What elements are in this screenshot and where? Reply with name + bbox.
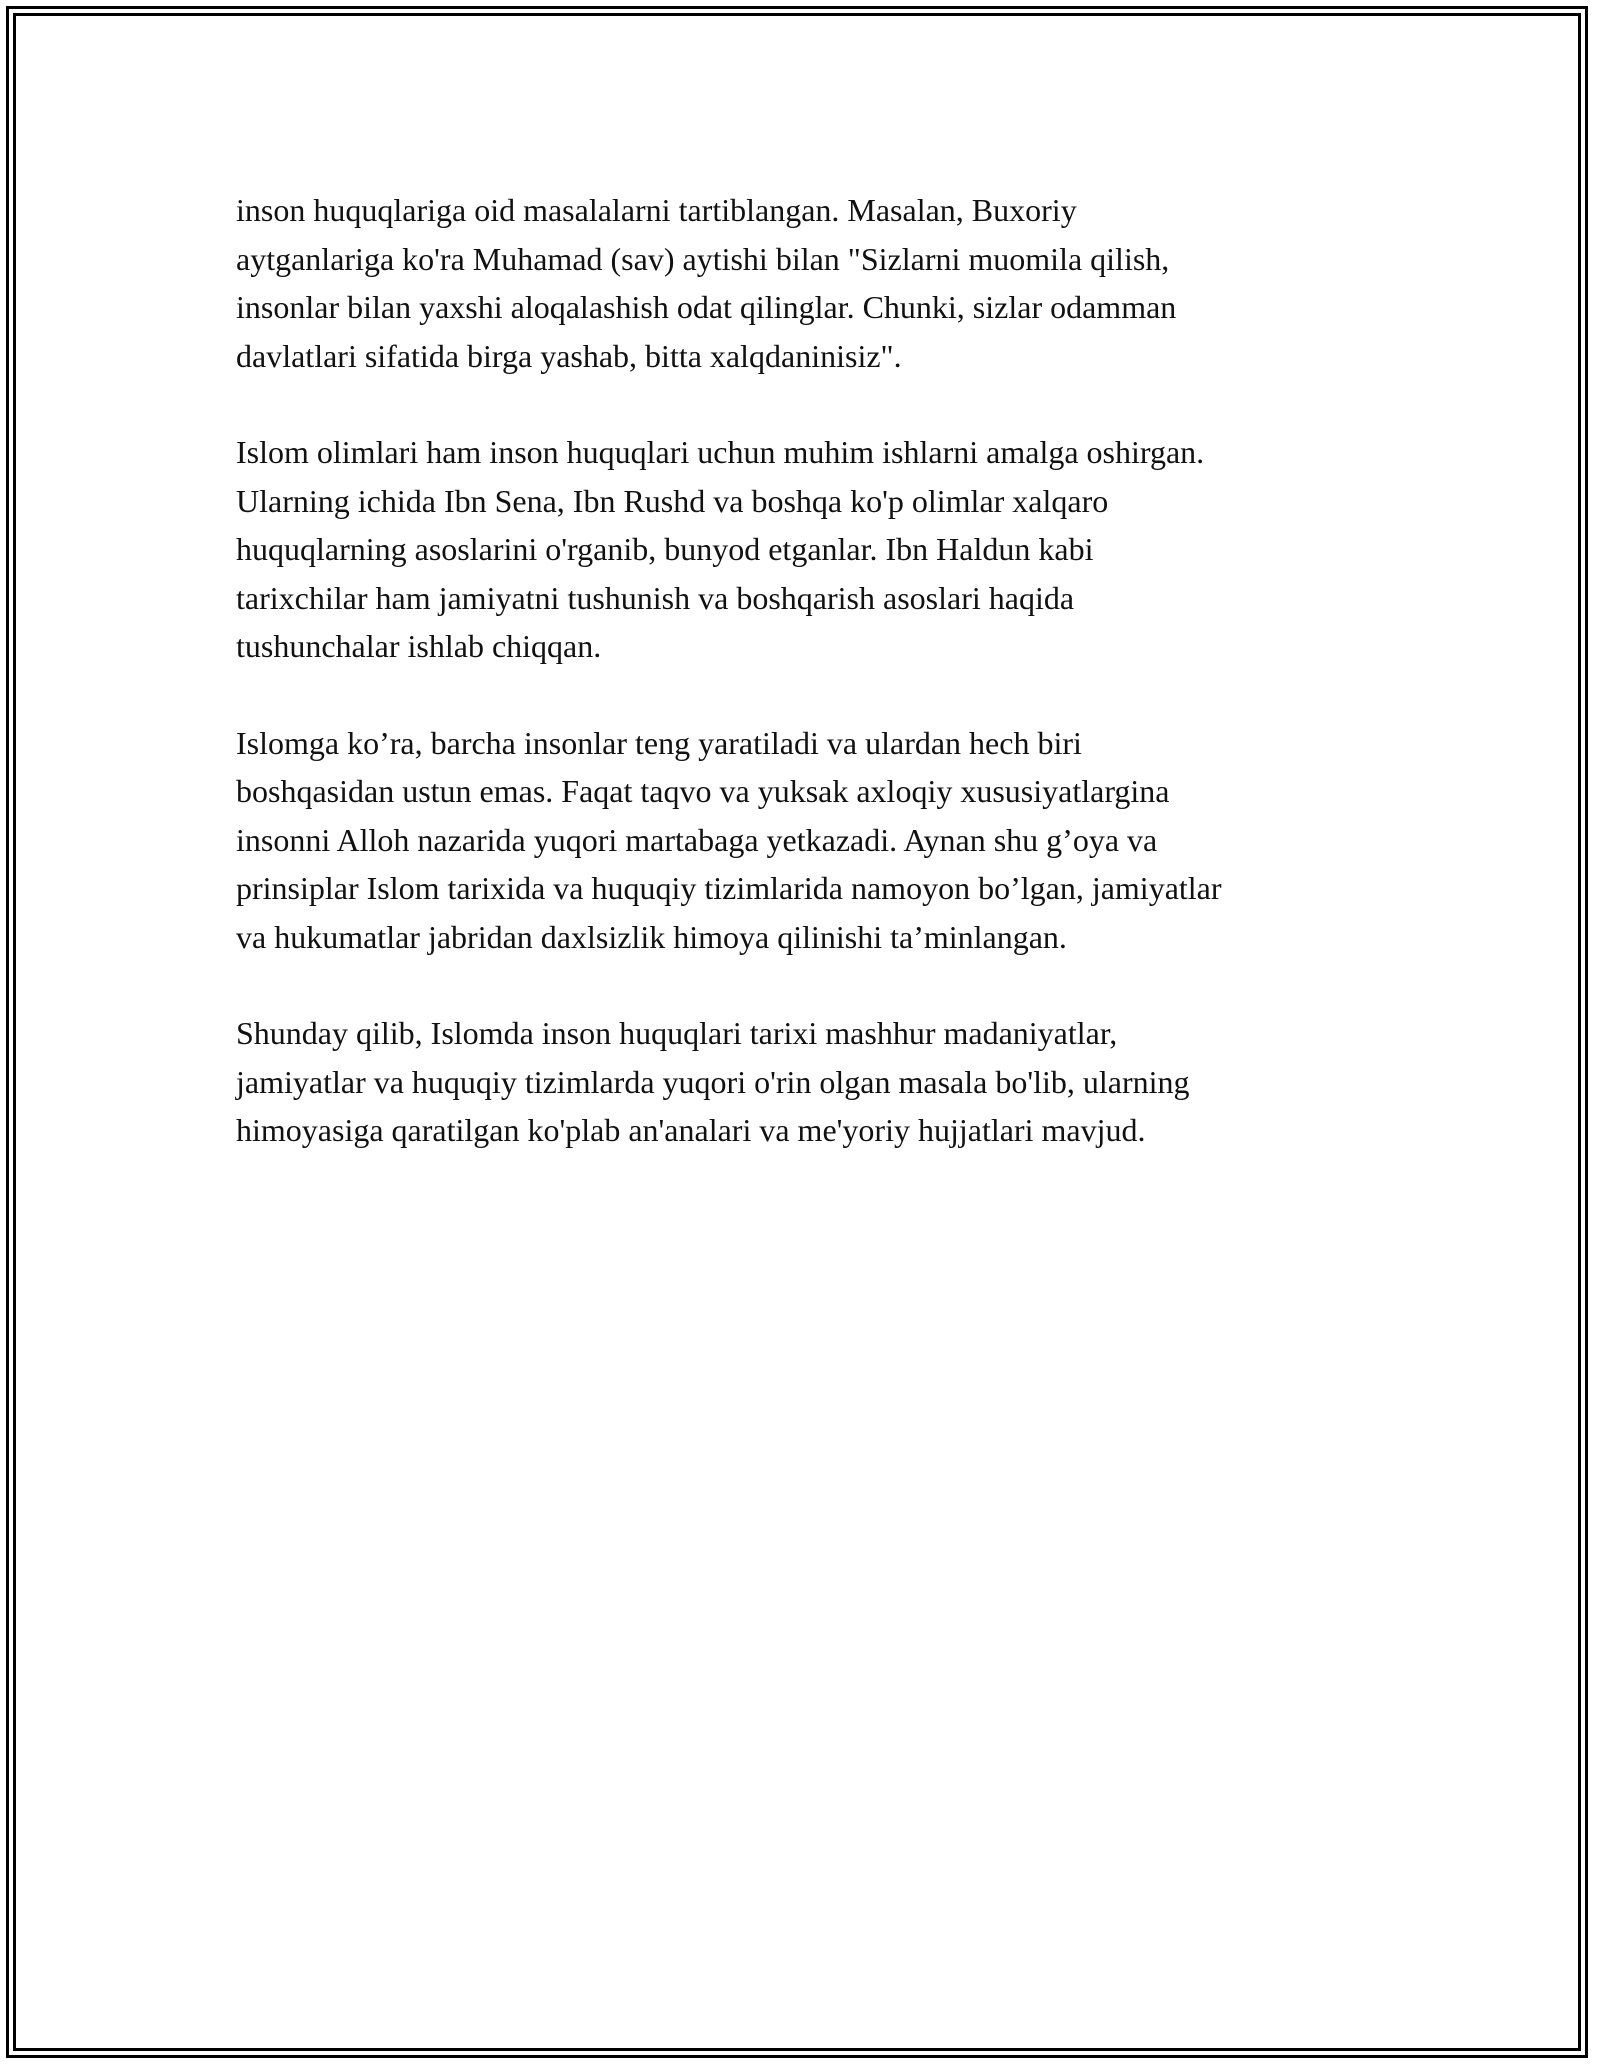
paragraph-4: Shunday qilib, Islomda inson huquqlari tarixi mashhur madaniyatlar, jamiyatlar va huquqiy tizimlarda yuqori o'rin olgan masala bo'lib, ularning himoyasiga qaratilgan ko'plab an'analari va me'yoriy hujjatlari mavjud. <box>236 1015 1190 1148</box>
paragraph-1: inson huquqlariga oid masalalarni tartiblangan. Masalan, Buxoriy aytganlariga ko'ra Muhamad (sav) aytishi bilan "Sizlarni muomila qilish, insonlar bilan yaxshi aloqalashish odat qilinglar. Chunki, sizlar odamman davlatlari sifatida birga yashab, bitta xalqdaninisiz". <box>236 192 1177 374</box>
paragraph-3: Islomga ko’ra, barcha insonlar teng yaratiladi va ulardan hech biri boshqasidan ustun emas. Faqat taqvo va yuksak axloqiy xususiyatlargina insonni Alloh nazarida yuqori martabaga yetkazadi. Aynan shu g’oya va prinsiplar Islom tarixida va huquqiy tizimlarida namoyon bo’lgan, jamiyatlar va hukumatlar jabridan daxlsizlik himoya qilinishi ta’minlangan. <box>236 724 1222 955</box>
paragraph-2: Islom olimlari ham inson huquqlari uchun muhim ishlarni amalga oshirgan. Ularning ichida Ibn Sena, Ibn Rushd va boshqa ko'p olimlar xalqaro huquqlarning asoslarini o'rganib, bunyod etganlar. Ibn Haldun kabi tarixchilar ham jamiyatni tushunish va boshqarish asoslari haqida tushunchalar ishlab chiqqan. <box>236 434 1205 664</box>
document-body <box>236 186 1376 1203</box>
